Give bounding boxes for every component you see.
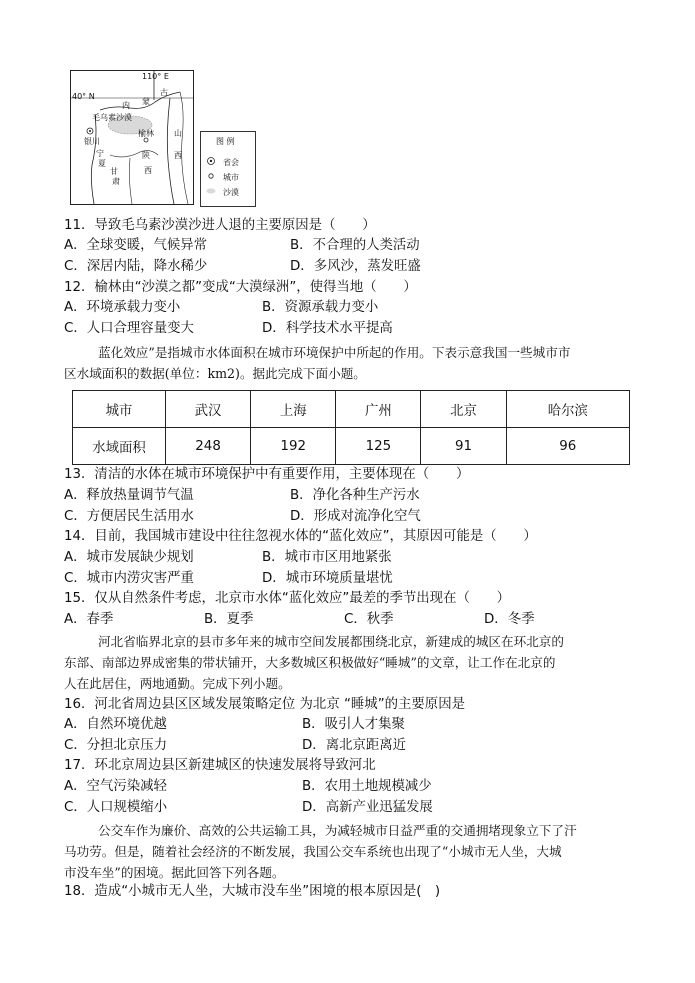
intro-2-line-2: 东部、南部边界成密集的带状铺开，大多数城区积极做好“睡城”的文章，让工作在北京的 — [64, 655, 556, 670]
intro-3-line-3: 市没车坐”的困境。据此回答下列各题。 — [64, 865, 285, 880]
intro-paragraph-1 — [64, 342, 634, 384]
table-header-row — [73, 391, 630, 428]
q11-option-a: A．全球变暖，气候异常 — [64, 238, 208, 253]
q11-option-c: C．深居内陆，降水稀少 — [64, 259, 208, 274]
table-cell: 248 — [166, 428, 251, 465]
q12-option-b: B．资源承载力变小 — [262, 300, 379, 315]
table-row — [73, 428, 630, 465]
q17-option-b: B．农用土地规模减少 — [302, 779, 432, 794]
question-14-stem: 14．目前，我国城市建设中往往忽视水体的“蓝化效应”，其原因可能是（ ） — [64, 529, 537, 544]
question-17-stem: 17．环北京周边县区新建城区的快速发展将导致河北 — [64, 758, 376, 773]
q17-option-c: C．人口规模缩小 — [64, 800, 168, 815]
intro-2-line-1: 河北省临界北京的县市多年来的城市空间发展都围绕北京，新建成的城区在环北京的 — [98, 634, 564, 649]
q15-option-b: B．夏季 — [204, 612, 254, 627]
region-label: 内 — [122, 101, 130, 110]
q12-option-a: A．环境承载力变小 — [64, 300, 181, 315]
table-cell: 广州 — [336, 391, 421, 428]
intro-paragraph-2 — [64, 631, 634, 694]
table-cell: 城市 — [73, 391, 166, 428]
capital-label: 银川 — [84, 137, 100, 146]
q16-option-b: B．吸引人才集聚 — [302, 717, 405, 732]
intro-3-line-1: 公交车作为廉价、高效的公共运输工具，为减轻城市日益严重的交通拥堵现象立下了汗 — [98, 823, 577, 838]
lat-label: 40° N — [72, 92, 95, 101]
q11-option-b: B．不合理的人类活动 — [290, 238, 420, 253]
question-13-stem: 13．清洁的水体在城市环境保护中有重要作用，主要体现在（ ） — [64, 467, 470, 482]
question-18-stem: 18．造成“小城市无人坐，大城市没车坐”困境的根本原因是( ) — [64, 884, 441, 899]
city-label: 榆林 — [138, 129, 154, 138]
region-label: 古 — [160, 88, 168, 97]
q16-option-a: A．自然环境优越 — [64, 717, 167, 732]
table-cell: 125 — [336, 428, 421, 465]
region-label: 夏 — [98, 159, 106, 168]
q16-option-c: C．分担北京压力 — [64, 738, 168, 753]
q14-option-c: C．城市内涝灾害严重 — [64, 571, 194, 586]
intro-1-line-1: 蓝化效应”是指城市水体面积在城市环境保护中所起的作用。下表示意我国一些城市市 — [98, 345, 571, 360]
region-label: 宁 — [96, 149, 104, 158]
q13-option-b: B．净化各种生产污水 — [290, 488, 420, 503]
intro-1-line-2: 区水域面积的数据(单位：km2)。据此完成下面小题。 — [64, 366, 366, 381]
q13-option-a: A．释放热量调节气温 — [64, 488, 194, 503]
intro-3-line-2: 马功劳。但是，随着社会经济的不断发展，我国公交车系统也出现了“小城市无人坐，大城 — [64, 844, 562, 859]
table-cell: 96 — [506, 428, 629, 465]
region-label: 肃 — [112, 177, 120, 186]
intro-paragraph-3 — [64, 820, 634, 883]
legend-item: 沙漠 — [223, 188, 239, 197]
q17-option-a: A．空气污染减轻 — [64, 779, 167, 794]
q15-option-a: A．春季 — [64, 612, 114, 627]
region-label: 山 — [174, 129, 182, 138]
table-cell: 武汉 — [166, 391, 251, 428]
map-legend — [200, 131, 256, 207]
legend-item: 城市 — [223, 173, 239, 182]
q13-option-d: D．形成对流净化空气 — [290, 509, 421, 524]
legend-item: 省会 — [223, 158, 239, 167]
q16-option-d: D．离北京距离近 — [302, 738, 407, 753]
table-cell: 哈尔滨 — [506, 391, 629, 428]
q14-option-b: B．城市市区用地紧张 — [262, 550, 392, 565]
q11-option-d: D．多风沙，蒸发旺盛 — [290, 259, 421, 274]
region-label: 甘 — [110, 167, 118, 176]
lon-label: 110° E — [142, 72, 169, 81]
table-cell: 192 — [251, 428, 336, 465]
q12-option-c: C．人口合理容量变大 — [64, 321, 194, 336]
q13-option-c: C．方便居民生活用水 — [64, 509, 194, 524]
q15-option-d: D．冬季 — [484, 612, 535, 627]
map-figure — [70, 70, 194, 205]
legend-symbols — [206, 156, 216, 200]
question-16-stem: 16．河北省周边县区区域发展策略定位 为北京 “睡城”的主要原因是 — [64, 697, 465, 712]
question-12-stem: 12．榆林由“沙漠之都”变成“大漠绿洲”，使得当地（ ） — [64, 280, 417, 295]
desert-label: 毛乌素沙漠 — [92, 113, 132, 122]
desert-symbol-icon — [207, 189, 216, 194]
q12-option-d: D．科学技术水平提高 — [262, 321, 393, 336]
water-area-table — [72, 390, 630, 465]
legend-title: 图 例 — [216, 137, 235, 146]
region-label: 陕 — [142, 151, 150, 160]
table-cell: 北京 — [421, 391, 506, 428]
intro-2-line-3: 人在此居住，两地通勤。完成下列小题。 — [64, 676, 291, 691]
question-15-stem: 15．仅从自然条件考虑，北京市水体“蓝化效应”最差的季节出现在（ ） — [64, 591, 511, 606]
table-cell: 水域面积 — [73, 428, 166, 465]
city-symbol-icon — [209, 174, 213, 178]
q15-option-c: C．秋季 — [344, 612, 394, 627]
q17-option-d: D．高新产业迅猛发展 — [302, 800, 433, 815]
table-cell: 上海 — [251, 391, 336, 428]
q14-option-a: A．城市发展缺少规划 — [64, 550, 194, 565]
region-label: 西 — [144, 166, 152, 175]
question-11-stem: 11．导致毛乌素沙漠沙进人退的主要原因是（ ） — [64, 218, 376, 233]
region-label: 蒙 — [142, 97, 150, 106]
region-label: 西 — [174, 151, 182, 160]
q14-option-d: D．城市环境质量堪忧 — [262, 571, 393, 586]
table-cell: 91 — [421, 428, 506, 465]
